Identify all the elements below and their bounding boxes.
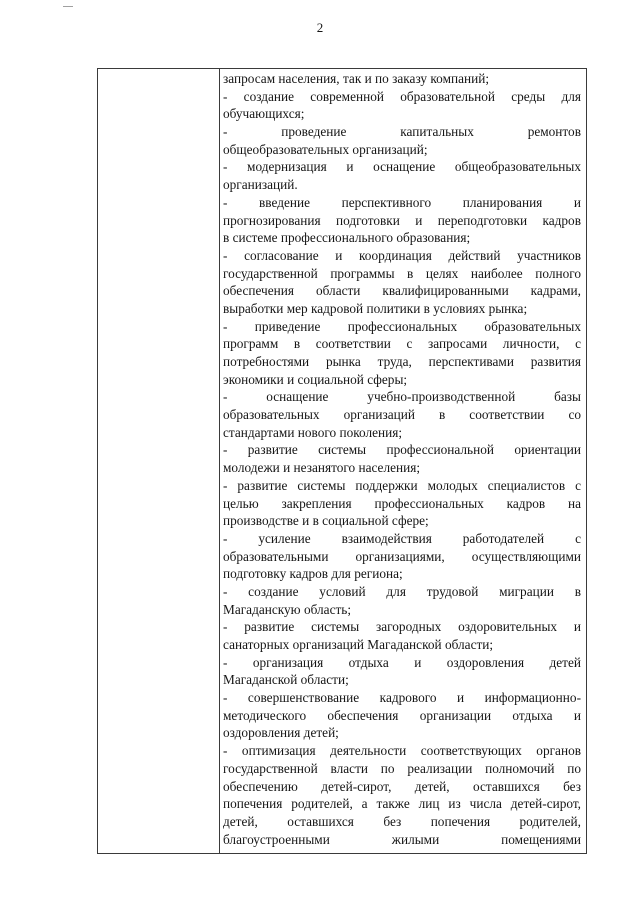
text-line: - развитие системы поддержки молодых специалистов с (223, 477, 581, 493)
text-line: экономики и социальной сферы; (223, 371, 408, 387)
text-line: запросам населения, так и по заказу компаний; (223, 71, 490, 86)
document-table (97, 68, 587, 854)
text-line: - создание условий для трудовой миграции в (223, 583, 581, 599)
text-line: выработки мер кадровой политики в условиях рынка; (223, 300, 528, 316)
text-line: - модернизация и оснащение общеобразовательных (223, 159, 581, 175)
text-line: программ в соответствии с запросами личности, с (223, 336, 581, 352)
text-line: - совершенствование кадрового и информационно- (223, 690, 581, 706)
text-line: производстве и в социальной сфере; (223, 513, 429, 529)
text-line: прогнозирования подготовки и переподготовки кадров (223, 212, 581, 228)
text-line: санаторных организаций Магаданской области; (223, 637, 494, 652)
text-line: потребностями рынка труда, перспективами развития (223, 354, 581, 369)
text-line: обеспечения области квалифицированными кадрами, (223, 283, 581, 299)
text-line: общеобразовательных организаций; (223, 141, 428, 157)
text-line: детей, оставшихся без попечения родителей, (223, 813, 581, 829)
text-line: обучающихся; (223, 106, 305, 122)
text-line: в системе профессионального образования; (223, 230, 471, 246)
text-line: Магаданскую область; (223, 601, 352, 617)
text-line: оздоровления детей; (223, 725, 339, 741)
scan-artifact (63, 6, 73, 7)
text-line: образовательных организаций в соответствии со (223, 407, 581, 423)
column-divider (219, 69, 220, 853)
text-line: - приведение профессиональных образовательных (223, 318, 581, 334)
text-line: Магаданской области; (223, 672, 349, 688)
text-line: - оптимизация деятельности соответствующих органов (223, 743, 581, 759)
text-line: - создание современной образовательной среды для (223, 88, 581, 104)
text-line: целью закрепления профессиональных кадров на (223, 495, 581, 511)
text-line: - введение перспективного планирования и (223, 194, 581, 210)
text-line: подготовку кадров для региона; (223, 566, 403, 582)
text-line: молодежи и незанятого населения; (223, 460, 421, 476)
text-line: благоустроенными жилыми помещениями (223, 831, 581, 847)
page-number: 2 (316, 20, 324, 35)
text-line: образовательными организациями, осуществляющими (223, 548, 581, 564)
text-line: - организация отдыха и оздоровления детей (223, 654, 581, 670)
text-line: попечения родителей, а также лиц из числа детей-сирот, (223, 796, 581, 812)
text-line: - развитие системы загородных оздоровительных и (223, 619, 581, 635)
text-line: - проведение капитальных ремонтов (223, 124, 581, 140)
table-cell-text (223, 70, 581, 848)
text-line: - усиление взаимодействия работодателей с (223, 530, 581, 546)
text-line: - согласование и координация действий участников (223, 247, 581, 263)
text-line: организаций. (223, 177, 298, 193)
text-line: государственной власти по реализации полномочий по (223, 760, 581, 776)
text-line: - оснащение учебно-производственной базы (223, 389, 581, 405)
text-line: обеспечению детей-сирот, детей, оставшихся без (223, 778, 581, 794)
text-line: - развитие системы профессиональной ориентации (223, 442, 581, 458)
text-line: государственной программы в целях наиболее полного (223, 265, 581, 281)
text-line: методического обеспечения организации отдыха и (223, 707, 581, 723)
text-line: стандартами нового поколения; (223, 424, 403, 440)
